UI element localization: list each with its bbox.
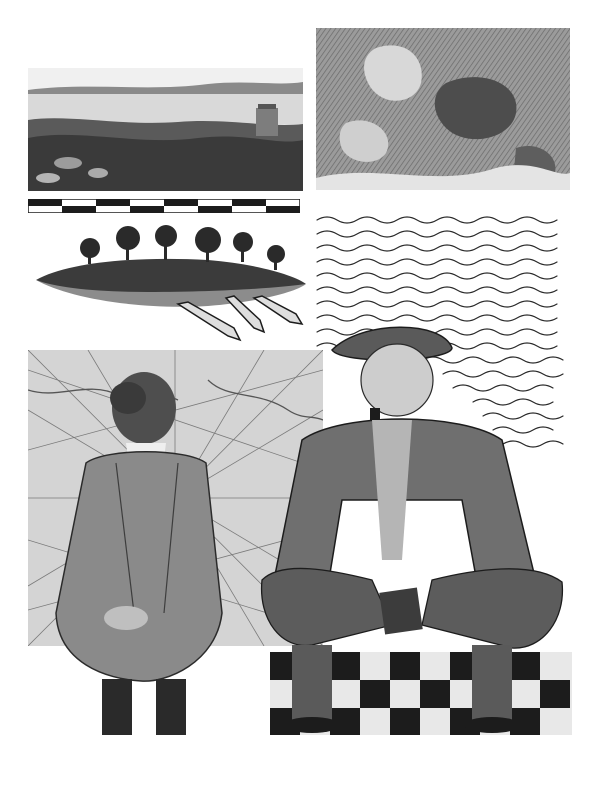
person-icon bbox=[46, 363, 226, 735]
landscape-icon bbox=[28, 68, 303, 191]
man-in-cap-with-pipe-figure bbox=[252, 320, 572, 735]
ruler-icon bbox=[28, 199, 300, 213]
scale-bar bbox=[28, 199, 300, 213]
person-icon bbox=[252, 320, 572, 735]
boy-in-coat-figure bbox=[46, 363, 226, 735]
map-icon bbox=[316, 28, 570, 190]
aerial-island-map-engraving bbox=[316, 28, 570, 190]
coastal-landscape-engraving bbox=[28, 68, 303, 191]
